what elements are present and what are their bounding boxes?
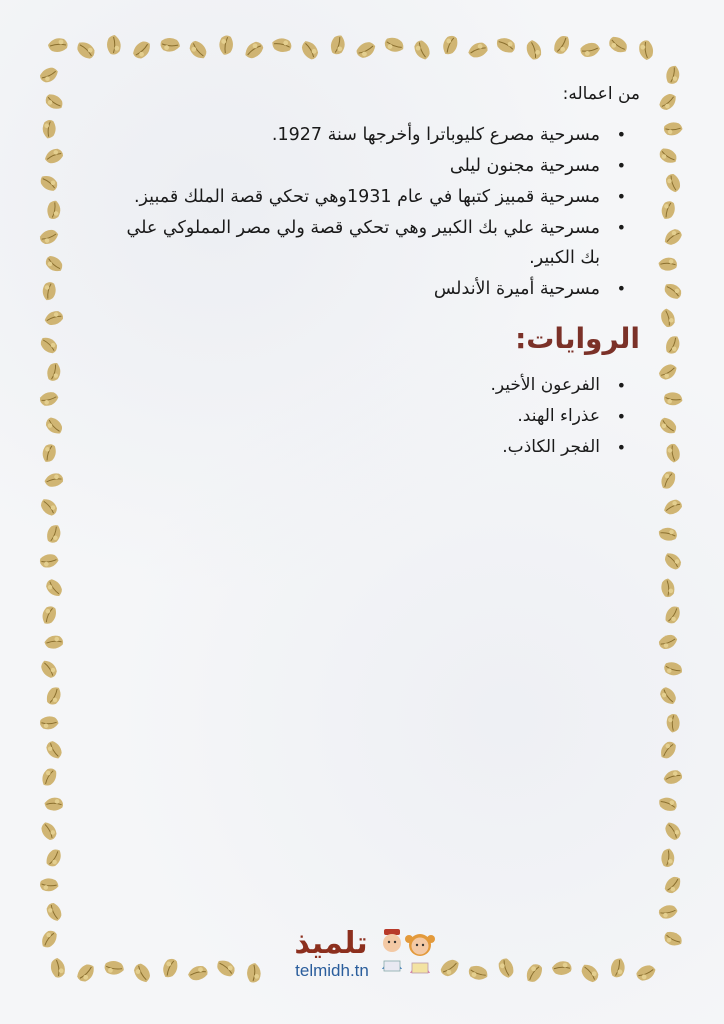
list-item: • الفرعون الأخير.: [120, 370, 640, 401]
list-item: • مسرحية علي بك الكبير وهي تحكي قصة ولي مصر المملوكي علي بك الكبير.: [120, 213, 640, 273]
list-item: • مسرحية أميرة الأندلس: [120, 274, 640, 304]
plays-list: [120, 120, 640, 304]
list-item: • مسرحية قمبيز كتبها في عام 1931وهي تحكي قصة الملك قمبيز.: [120, 182, 640, 212]
logo-arabic-text: تلميذ: [294, 926, 368, 961]
kids-reading-icon: [378, 927, 436, 985]
intro-text: من اعماله:: [562, 84, 640, 104]
novels-heading: الروايات:: [515, 322, 640, 355]
list-item: • الفجر الكاذب.: [120, 432, 640, 463]
document-body: [120, 82, 640, 463]
list-item: • مسرحية مصرع كليوباترا وأخرجها سنة 1927.: [120, 120, 640, 150]
logo-url-text: telmidh.tn: [295, 961, 369, 980]
novels-list: [120, 370, 640, 463]
list-item: • عذراء الهند.: [120, 401, 640, 432]
list-item: • مسرحية مجنون ليلى: [120, 151, 640, 181]
telmidh-logo[interactable]: [286, 925, 438, 989]
